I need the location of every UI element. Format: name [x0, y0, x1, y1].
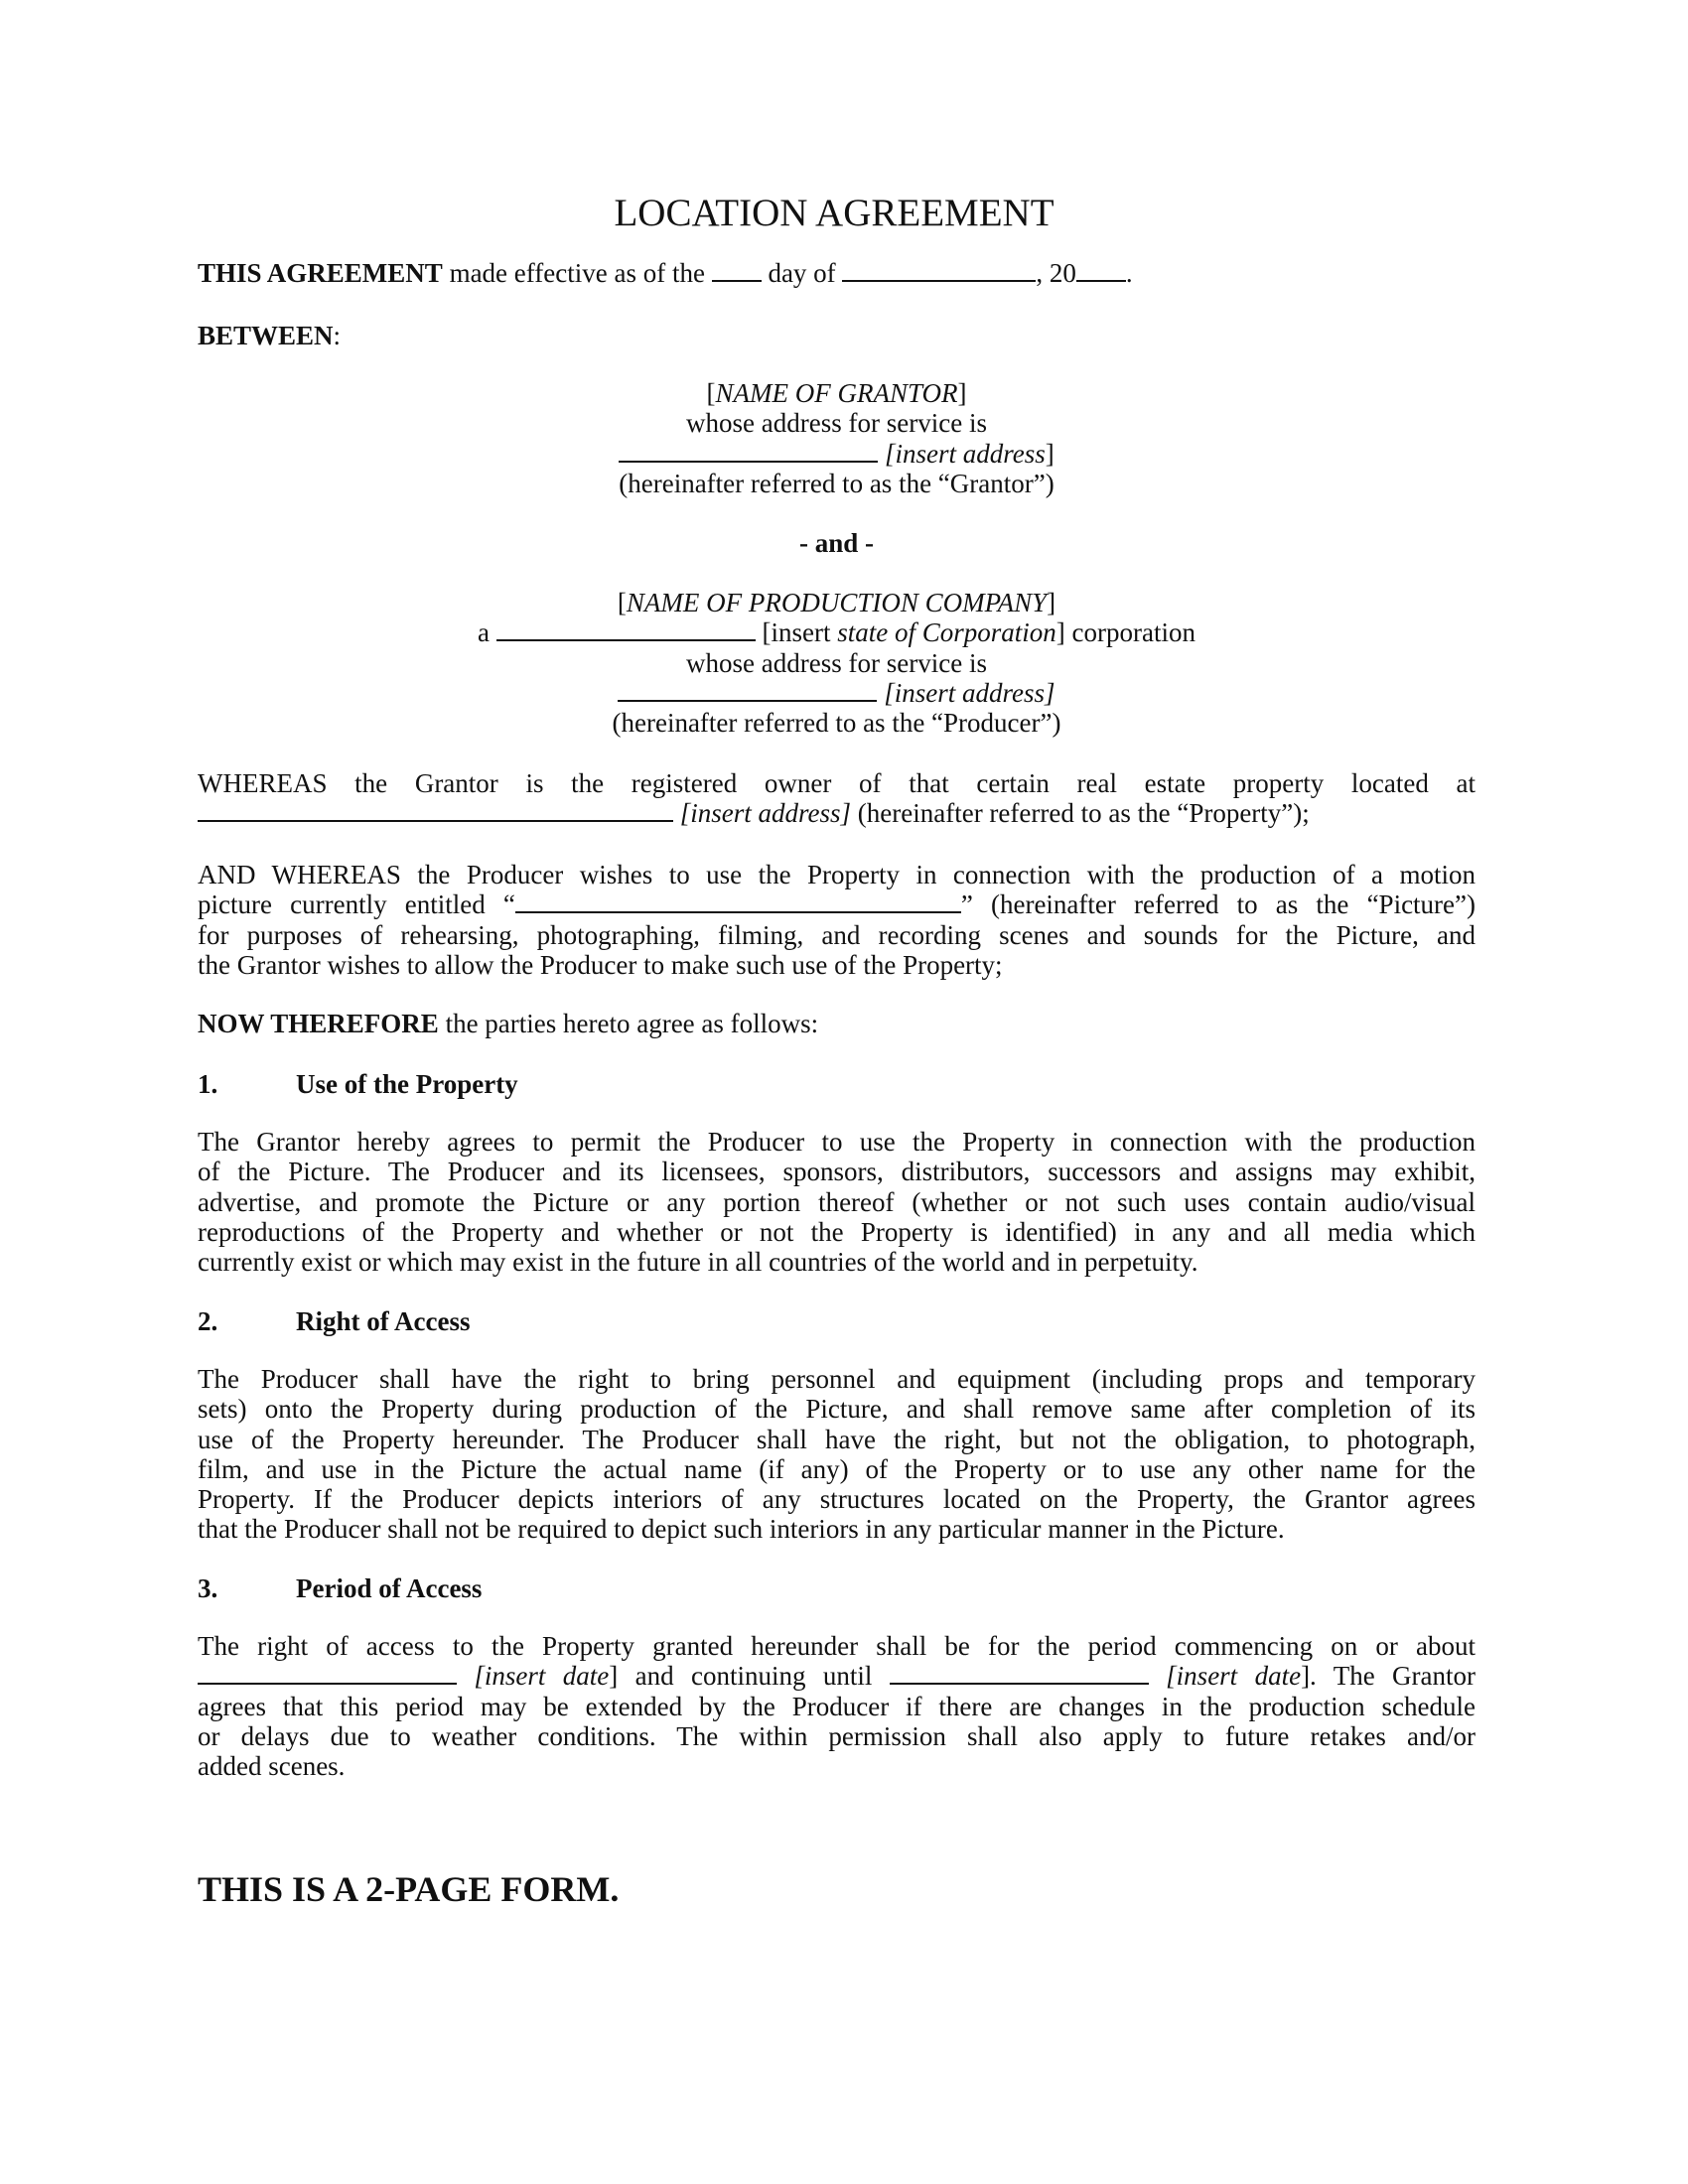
section-title: Use of the Property — [296, 1069, 518, 1099]
text-segment: Property. If the Producer depicts interiors of any structures located on the Property, the Grantor agrees — [198, 1484, 1476, 1515]
text-segment: NOW THEREFORE — [198, 1009, 439, 1038]
text-segment: [ — [706, 378, 716, 408]
text-segment: THIS AGREEMENT — [198, 258, 443, 288]
section-number: 3. — [198, 1573, 218, 1603]
text-segment: The Grantor hereby agrees to permit the Producer to use the Property in connection with the production — [198, 1127, 1476, 1157]
page-count-notice: THIS IS A 2-PAGE FORM. — [198, 1869, 620, 1909]
text-segment: [insert date — [1166, 1661, 1302, 1692]
text-line — [198, 708, 1476, 738]
text-segment: NAME OF GRANTOR — [715, 378, 958, 408]
section-3-body — [198, 1631, 1476, 1781]
section-2-heading — [198, 1306, 470, 1336]
effective-date-line — [198, 258, 1476, 288]
and-whereas-paragraph — [198, 860, 1476, 980]
text-segment: day of — [761, 258, 843, 288]
text-segment: of the Picture. The Producer and its licensees, sponsors, distributors, successors and assigns may exhibit, — [198, 1157, 1476, 1187]
now-therefore-line — [198, 1009, 1476, 1038]
text-line — [198, 1217, 1476, 1247]
text-line — [198, 768, 1476, 798]
text-line — [198, 1187, 1476, 1217]
text-line — [198, 1751, 1476, 1781]
text-line — [198, 408, 1476, 438]
text-line — [198, 889, 1476, 919]
text-line — [198, 469, 1476, 498]
text-segment: [insert address — [884, 438, 1046, 469]
text-segment: sets) onto the Property during production of the Picture, and shall remove same after completion of its — [198, 1394, 1476, 1425]
text-line — [198, 920, 1476, 950]
text-segment: The Producer shall have the right to bring personnel and equipment (including props and temporary — [198, 1364, 1476, 1394]
text-segment: [insert date — [474, 1661, 610, 1692]
text-line — [198, 678, 1476, 708]
text-segment: (hereinafter referred to as the “Property”); — [851, 798, 1310, 829]
text-line — [198, 1009, 1476, 1038]
text-segment — [1149, 1661, 1166, 1691]
text-segment: [insert address] — [884, 677, 1055, 708]
section-1-body — [198, 1127, 1476, 1277]
text-line — [198, 1661, 1476, 1691]
text-segment: a — [478, 617, 496, 648]
text-line — [198, 1484, 1476, 1514]
text-segment: [insert address] — [679, 798, 852, 829]
text-line — [198, 1127, 1476, 1157]
text-segment: picture currently entitled “ — [198, 889, 515, 920]
text-line — [198, 378, 1476, 408]
text-line — [198, 1631, 1476, 1661]
text-segment: WHEREAS the Grantor is the registered owner of that certain real estate property located at — [198, 768, 1476, 798]
text-line — [198, 1425, 1476, 1454]
text-segment — [673, 798, 680, 828]
fill-in-blank[interactable] — [496, 617, 756, 641]
text-segment: ” (hereinafter referred to as the “Picture”) — [960, 889, 1476, 920]
section-3-heading — [198, 1573, 482, 1603]
text-segment: AND WHEREAS the Producer wishes to use the Property in connection with the production of a motion — [198, 860, 1476, 889]
text-line — [198, 1721, 1476, 1751]
text-segment: use of the Property hereunder. The Producer shall have the right, but not the obligation, to photograph, — [198, 1424, 1476, 1454]
grantor-block — [198, 378, 1476, 498]
fill-in-blank[interactable] — [515, 889, 961, 913]
text-segment: made effective as of the — [442, 258, 712, 288]
text-segment: or delays due to weather conditions. The within permission shall also apply to future retakes and/or — [198, 1720, 1476, 1751]
text-line — [198, 1692, 1476, 1721]
section-title: Right of Access — [296, 1306, 471, 1336]
text-line — [198, 439, 1476, 469]
text-segment: NAME OF PRODUCTION COMPANY — [626, 588, 1048, 617]
text-line — [198, 1157, 1476, 1186]
fill-in-blank[interactable] — [198, 798, 673, 822]
text-segment: [ — [617, 588, 627, 617]
text-segment: (hereinafter referred to as the “Producer”) — [612, 708, 1061, 739]
text-segment: [insert — [755, 617, 838, 648]
text-segment: the Grantor wishes to allow the Producer to make such use of the Property; — [198, 949, 1003, 980]
text-segment: ] — [957, 378, 967, 408]
section-1-heading — [198, 1069, 518, 1099]
text-line — [198, 617, 1476, 647]
text-segment — [878, 439, 885, 469]
text-segment: ] corporation — [1055, 617, 1196, 648]
text-segment: ] — [1047, 588, 1056, 617]
text-line — [198, 798, 1476, 828]
fill-in-blank[interactable] — [712, 258, 762, 282]
text-segment: reproductions of the Property and whether or not the Property is identified) in any and all media which — [198, 1216, 1476, 1247]
fill-in-blank[interactable] — [890, 1661, 1149, 1685]
text-line — [198, 648, 1476, 678]
text-segment: . — [1125, 258, 1133, 288]
fill-in-blank[interactable] — [1076, 258, 1126, 282]
fill-in-blank[interactable] — [618, 678, 877, 702]
between-label — [198, 321, 1476, 350]
text-segment: state of Corporation — [837, 617, 1056, 648]
text-segment: film, and use in the Picture the actual name (if any) of the Property or to use any other name for the — [198, 1453, 1476, 1484]
text-line — [198, 258, 1476, 288]
section-title: Period of Access — [296, 1573, 483, 1603]
text-segment: - and - — [798, 528, 874, 558]
text-segment: BETWEEN — [198, 321, 334, 350]
text-line — [198, 1247, 1476, 1277]
text-line — [198, 1454, 1476, 1484]
text-segment: agrees that this period may be extended by the Producer if there are changes in the production schedule — [198, 1691, 1476, 1721]
text-line — [198, 1514, 1476, 1544]
text-line — [198, 588, 1476, 617]
text-segment: The right of access to the Property granted hereunder shall be for the period commencing on or about — [198, 1631, 1476, 1661]
text-line — [198, 528, 1476, 558]
text-segment: ] and continuing until — [609, 1661, 890, 1692]
section-number: 2. — [198, 1306, 218, 1336]
text-segment: for purposes of rehearsing, photographing, filming, and recording scenes and sounds for the Picture, and — [198, 919, 1476, 950]
text-segment: added scenes. — [198, 1751, 346, 1782]
text-segment: the parties hereto agree as follows: — [438, 1009, 819, 1038]
text-line — [198, 321, 1476, 350]
fill-in-blank[interactable] — [619, 439, 878, 463]
producer-block — [198, 588, 1476, 738]
text-line — [198, 1364, 1476, 1394]
document-title: LOCATION AGREEMENT — [614, 192, 1055, 234]
text-segment: , 20 — [1036, 258, 1076, 288]
text-segment: that the Producer shall not be required to depict such interiors in any particular manner in the Picture. — [198, 1514, 1285, 1545]
whereas-paragraph — [198, 768, 1476, 829]
text-line — [198, 950, 1476, 980]
fill-in-blank[interactable] — [842, 258, 1036, 282]
text-line — [198, 860, 1476, 889]
text-segment: (hereinafter referred to as the “Grantor”) — [619, 468, 1055, 498]
text-segment: whose address for service is — [686, 408, 987, 439]
text-segment — [457, 1661, 474, 1691]
text-segment: advertise, and promote the Picture or any portion thereof (whether or not such uses contain audio/visual — [198, 1186, 1476, 1217]
text-segment: : — [333, 321, 342, 350]
section-2-body — [198, 1364, 1476, 1545]
fill-in-blank[interactable] — [198, 1661, 457, 1685]
text-segment: ]. The Grantor — [1301, 1661, 1476, 1692]
text-segment: ] — [1045, 438, 1055, 469]
text-line — [198, 1394, 1476, 1424]
text-segment: currently exist or which may exist in the future in all countries of the world and in perpetuity. — [198, 1247, 1198, 1278]
and-separator — [198, 528, 1476, 558]
text-segment: whose address for service is — [686, 647, 987, 678]
section-number: 1. — [198, 1069, 218, 1099]
